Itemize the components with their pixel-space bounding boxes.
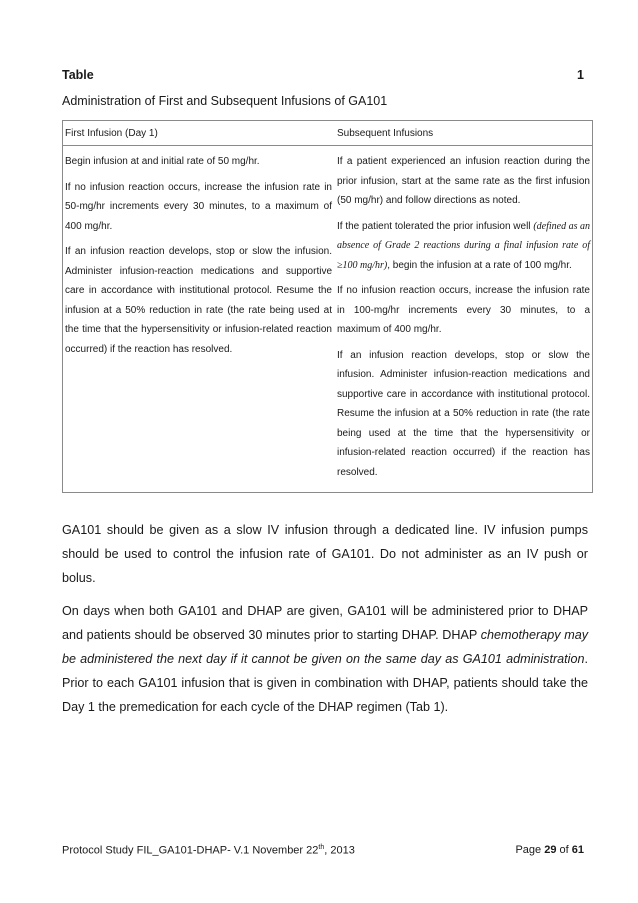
table-number: 1 (577, 68, 584, 82)
paragraph-iv-infusion (62, 518, 588, 590)
footer-protocol-text: Protocol Study FIL_GA101-DHAP- V.1 November 22 (62, 844, 319, 857)
table-header-row (63, 121, 592, 146)
paragraph-span: . Prior to each GA101 infusion that is given in combination with DHAP, patients should take the Day 1 the premedication for each cycle of the DHAP regimen (Tab 1). (62, 652, 588, 714)
page-num: 29 (544, 844, 557, 856)
cell-paragraph: If an infusion reaction develops, stop or slow the infusion. Administer infusion-reaction medications and supportive care in accordance with institutional protocol. Resume the infusion at a 50% reduction in rate (the rate being used at the time that the hypersensitivity or infusion-related reaction occurred) if the reaction has resolved. (337, 349, 590, 478)
paragraph-span: On days when both GA101 and DHAP are given, GA101 will be administered prior to DHAP and patients should be observed 30 minutes prior to starting DHAP. DHAP (62, 604, 588, 642)
cell-paragraph: If no infusion reaction occurs, increase the infusion rate in 100-mg/hr increments every 30 minutes, to a maximum of 400 mg/hr. (337, 285, 590, 335)
cell-paragraph: Begin infusion at and initial rate of 50 mg/hr. (65, 156, 260, 167)
page-footer (62, 844, 584, 857)
paragraph-text (62, 599, 588, 719)
footer-protocol (62, 844, 355, 857)
footer-page-number (515, 844, 584, 857)
table-body-row (63, 146, 592, 488)
subsequent-infusions-cell (337, 146, 590, 488)
cell-text: If the patient tolerated the prior infusion well (337, 220, 534, 232)
first-infusion-cell (63, 146, 332, 488)
cell-paragraph: If no infusion reaction occurs, increase the infusion rate in 50-mg/hr increments every 30 minutes, to a maximum of 400 mg/hr. (65, 181, 332, 232)
table-caption: Administration of First and Subsequent Infusions of GA101 (62, 94, 388, 108)
table-heading-row (62, 68, 584, 82)
cell-text: , begin the infusion at a rate of 100 mg/hr. (387, 259, 572, 271)
cell-paragraph (337, 217, 590, 276)
cell-italic-text: (defined as an absence of Grade 2 reactions during a final infusion rate of ≥100 mg/hr) (337, 220, 591, 271)
page-total: 61 (571, 844, 584, 856)
table-label: Table (62, 68, 94, 82)
cell-paragraph: If a patient experienced an infusion reaction during the prior infusion, start at the same rate as the first infusion (50 mg/hr) and follow directions as noted. (337, 156, 590, 206)
paragraph-text: GA101 should be given as a slow IV infusion through a dedicated line. IV infusion pumps should be used to control the infusion rate of GA101. Do not administer as an IV push or bolus. (62, 523, 588, 585)
col2-header: Subsequent Infusions (337, 127, 434, 139)
paragraph-italic-span: chemotherapy may be administered the next day if it cannot be given on the same day as GA101 administration (62, 628, 588, 666)
col1-header: First Infusion (Day 1) (65, 127, 158, 139)
paragraph-dhap (62, 599, 588, 719)
footer-superscript: th (318, 844, 325, 851)
cell-paragraph: If an infusion reaction develops, stop or slow the infusion. Administer infusion-reaction medications and supportive care in accordance with institutional protocol. Resume the infusion at a 50% reduction in rate (the rate being used at the time that the hypersensitivity or infusion-related reaction occurred) if the reaction has resolved. (65, 246, 332, 355)
page-of: of (556, 844, 572, 856)
page-prefix: Page (515, 844, 545, 856)
infusion-table (62, 120, 593, 493)
footer-year: , 2013 (324, 844, 355, 857)
